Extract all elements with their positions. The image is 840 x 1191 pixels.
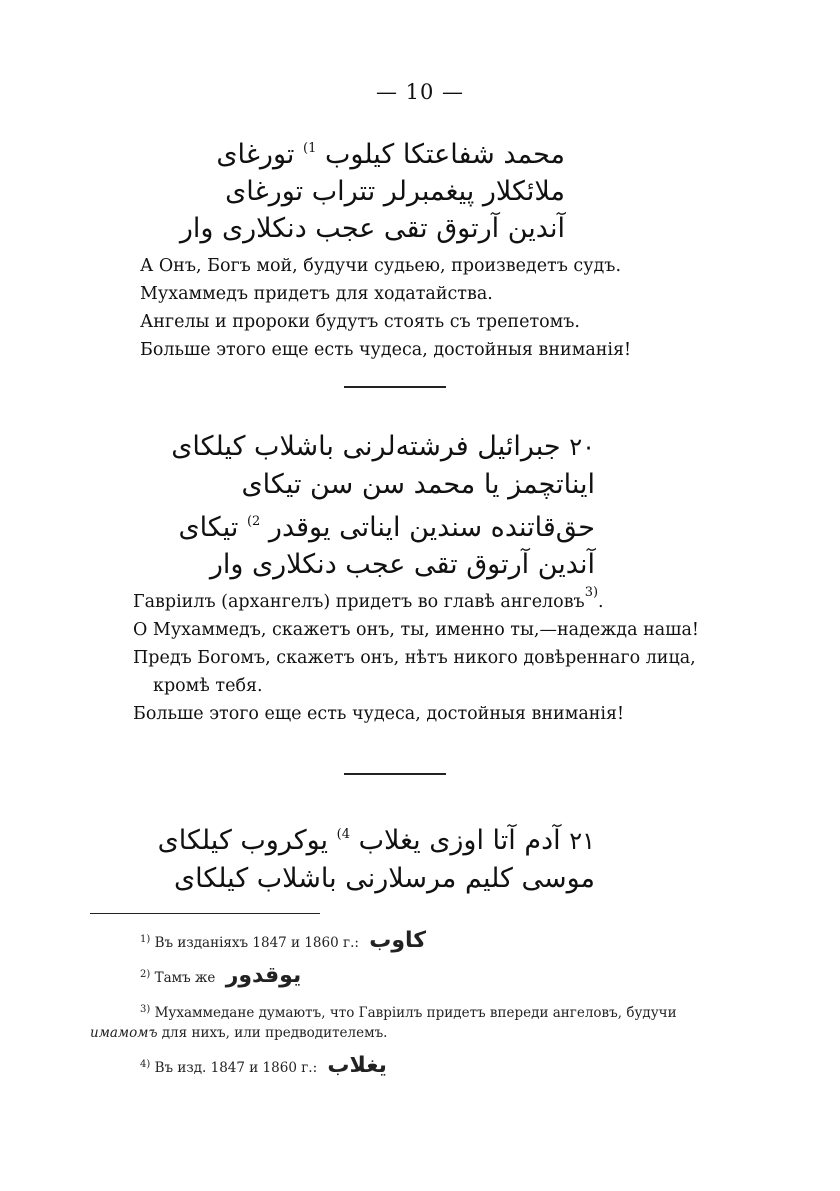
footnote-ref: 4) (336, 827, 351, 842)
stanza2-russian-translation (133, 579, 708, 728)
arabic-line: موسی کلیم مرسلارنی باشلاب کیلکای (173, 863, 595, 894)
footnote: $^{2)}$ Тамъ же یوقدور (140, 963, 302, 988)
footnote: $^{3)}$ Мухаммедане думаютъ, что Гавріилъ придетъ впереди ангеловъ, будучи имамомъ для нихъ, или предводителемъ. (90, 1004, 677, 1041)
stanza3-arabic-verse (157, 816, 595, 897)
footnote-mark: 4) (140, 1059, 151, 1070)
section-divider (344, 773, 446, 775)
translation-line: О Мухаммедъ, скажетъ онъ, ты, именно ты,—надежда наша! (133, 620, 699, 640)
translation-line: А Онъ, Богъ мой, будучи судьею, произведетъ судъ. (140, 256, 622, 276)
page-number: — 10 — (375, 80, 465, 104)
footnote-divider (90, 913, 320, 914)
footnote-mark: 1) (140, 934, 151, 945)
footnote: $^{1)}$ Въ изданіяхъ 1847 и 1860 г.: کاوب (140, 928, 427, 953)
translation-line: Больше этого еще есть чудеса, достойныя вниманія! (140, 340, 632, 360)
arabic-line: ۲۰ جبرائیل فرشته‌لرنی باشلاب کیلکای (171, 431, 595, 462)
footnote-mark: 3) (140, 1004, 151, 1015)
stanza1-arabic-verse (179, 130, 565, 247)
translation-line: Больше этого еще есть чудеса, достойныя вниманія! (133, 704, 625, 724)
translation-line: Мухаммедъ придетъ для ходатайства. (140, 284, 493, 304)
translation-line: Гавріилъ (архангелъ) придетъ во главѣ ангеловъ$^{3)}$. (133, 585, 604, 612)
arabic-line: محمد شفاعتکا کیلوب $^{1)}$ تورغای (216, 139, 565, 170)
arabic-line: آندین آرتوق تقی عجب دنکلاری وار (179, 213, 565, 244)
arabic-line: آندین آرتوق تقی عجب دنکلاری وار (209, 549, 595, 580)
stanza1-russian-translation (140, 252, 700, 364)
footnote-variant: یغلاب (327, 1053, 387, 1078)
stanza2-arabic-verse (171, 428, 595, 583)
footnote-ref: 2) (246, 514, 261, 529)
arabic-line: ۲۱ آدم آتا اوزی یغلاب $^{4)}$ یوکروب کیلکای (157, 825, 595, 856)
footnote-ref: 3) (584, 585, 599, 600)
verse-number: ۲۰ (569, 433, 595, 461)
section-divider (344, 386, 446, 388)
translation-line: Ангелы и пророки будутъ стоять съ трепетомъ. (140, 312, 580, 332)
footnote-mark: 2) (140, 969, 151, 980)
arabic-line: ایناتچمز یا محمد سن سن تیکای (241, 469, 595, 500)
footnote-variant: یوقدور (225, 963, 302, 988)
footnote-ref: 1) (303, 141, 317, 156)
arabic-line: حق‌قاتنده سندین ایناتی یوقدر $^{2)}$ تیکای (178, 512, 595, 543)
footnote-variant: کاوب (369, 928, 427, 953)
footnote: $^{4)}$ Въ изд. 1847 и 1860 г.: یغلاب (140, 1053, 387, 1078)
footnotes (90, 930, 710, 1090)
arabic-line: ملائکلار پیغمبرلر تتراب تورغای (225, 176, 565, 207)
verse-number: ۲۱ (569, 827, 595, 855)
translation-line: Предъ Богомъ, скажетъ онъ, нѣтъ никого довѣреннаго лица, кромѣ тебя. (133, 648, 696, 696)
